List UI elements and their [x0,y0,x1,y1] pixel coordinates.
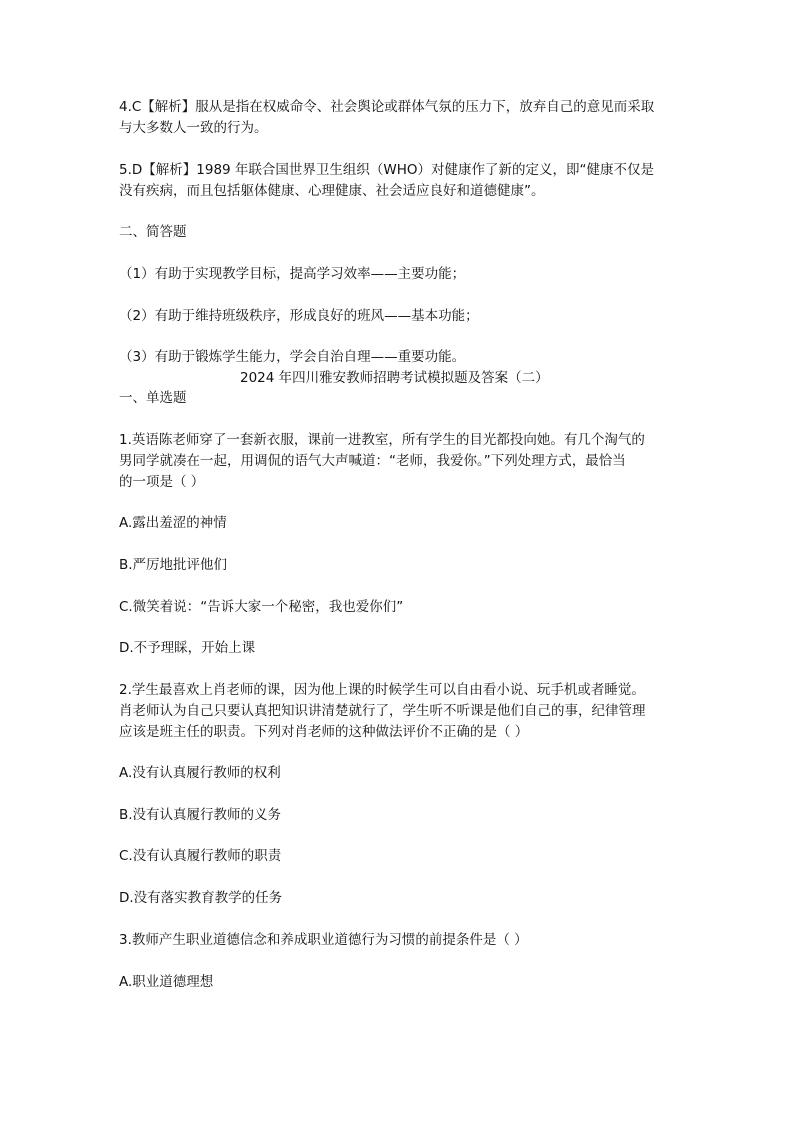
answer-5-line-2: 没有疾病，而且包括躯体健康、心理健康、社会适应良好和道德健康”。 [119,183,545,199]
short-answer-heading: 二、简答题 [119,224,187,240]
answer-4 [119,97,679,139]
question-2-option-d: D.没有落实教育教学的任务 [119,890,283,906]
question-2-stem-line-2: 肖老师认为自己只要认真把知识讲清楚就行了，学生听不听课是他们自己的事，纪律管理 [119,703,646,719]
question-3-option-a: A.职业道德理想 [119,974,214,990]
question-1-stem [119,430,679,493]
short-answer-item-2: （2）有助于维持班级秩序，形成良好的班风——基本功能； [119,308,479,324]
answer-5-line-1: 5.D【解析】1989 年联合国世界卫生组织（WHO）对健康作了新的定义，即“健康不仅是 [119,162,655,178]
question-3-stem [119,930,679,951]
question-1-option-c: C.微笑着说：“告诉大家一个秘密，我也爱你们” [119,599,404,615]
question-1-option-d: D.不予理睬，开始上课 [119,640,256,656]
short-answer-item-3: （3）有助于锻炼学生能力，学会自治自理——重要功能。 [119,349,466,365]
question-2-option-a: A.没有认真履行教师的权利 [119,765,281,781]
question-2-stem [119,680,679,743]
short-answer-item-1: （1）有助于实现教学目标，提高学习效率——主要功能； [119,266,466,282]
question-1-stem-line-1: 1.英语陈老师穿了一套新衣服，课前一进教室，所有学生的目光都投向她。有几个淘气的 [119,432,645,448]
answer-4-line-2: 与大多数人一致的行为。 [119,120,268,136]
question-2-option-c: C.没有认真履行教师的职责 [119,848,282,864]
question-1-option-b: B.严厉地批评他们 [119,557,228,573]
section-1-heading: 一、单选题 [119,390,187,406]
question-2-option-b: B.没有认真履行教师的义务 [119,807,282,823]
question-1-stem-line-3: 的一项是（ ） [119,474,205,490]
question-1-option-a: A.露出羞涩的神情 [119,515,227,531]
question-2-stem-line-1: 2.学生最喜欢上肖老师的课，因为他上课的时候学生可以自由看小说、玩手机或者睡觉。 [119,682,645,698]
answer-5 [119,160,679,202]
document-title: 2024 年四川雅安教师招聘考试模拟题及答案（二） [240,370,549,386]
answer-4-line-1: 4.C【解析】服从是指在权威命令、社会舆论或群体气氛的压力下，放弃自己的意见而采取 [119,99,655,115]
question-2-stem-line-3: 应该是班主任的职责。下列对肖老师的这种做法评价不正确的是（ ） [119,724,529,740]
question-1-stem-line-2: 男同学就凑在一起，用调侃的语气大声喊道：“老师，我爱你。”下列处理方式，最恰当 [119,453,626,469]
question-3-stem-line-1: 3.教师产生职业道德信念和养成职业道德行为习惯的前提条件是（ ） [119,932,528,948]
